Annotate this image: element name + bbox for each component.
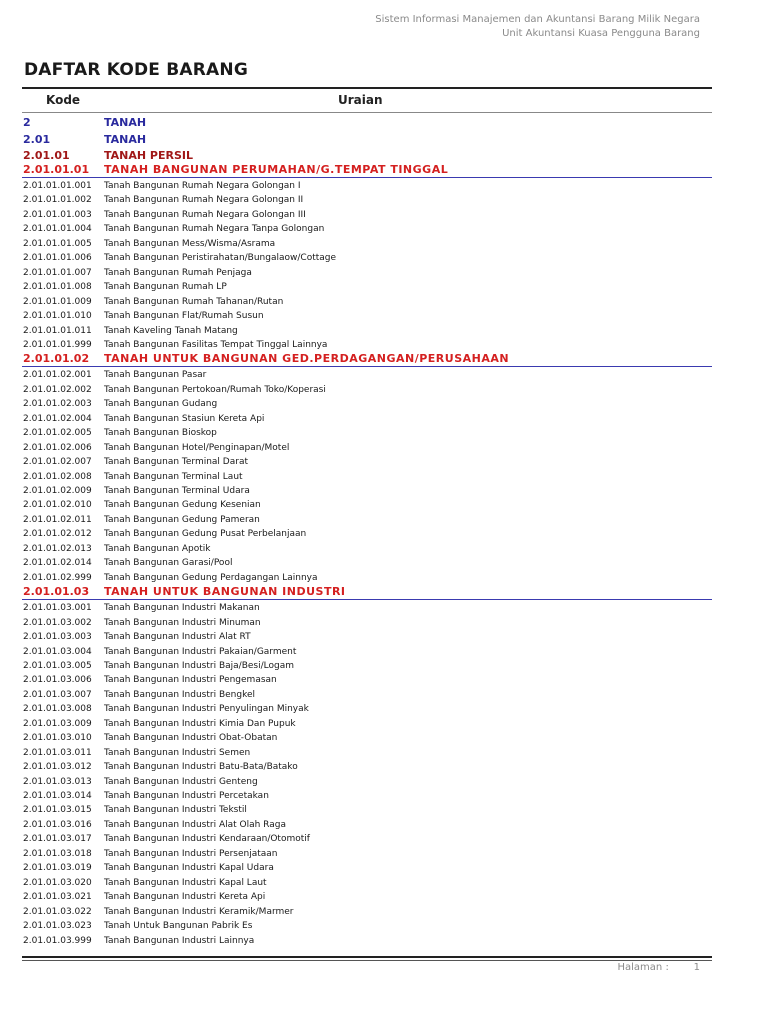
row-uraian: Tanah Bangunan Industri Obat-Obatan: [104, 733, 278, 744]
row-uraian: Tanah Bangunan Industri Baja/Besi/Logam: [104, 660, 294, 671]
row-kode: 2.01.01.01.007: [23, 267, 92, 278]
row-kode: 2.01.01.01.008: [23, 282, 92, 293]
header-rule: [22, 112, 712, 113]
table-row: [22, 673, 712, 687]
row-kode: 2.01.01.02.006: [23, 442, 92, 453]
row-uraian: Tanah Bangunan Flat/Rumah Susun: [104, 311, 264, 322]
table-row: [22, 222, 712, 236]
row-uraian: Tanah Bangunan Terminal Udara: [104, 486, 250, 496]
row-kode: 2.01.01.03.002: [23, 617, 92, 628]
row-kode: 2.01.01.03.003: [23, 632, 92, 643]
table-row: [22, 905, 712, 919]
table-row: [22, 919, 712, 933]
row-uraian: Tanah Bangunan Industri Keramik/Marmer: [104, 906, 294, 917]
row-uraian: Tanah Bangunan Industri Kapal Udara: [104, 863, 274, 874]
table-row: [22, 702, 712, 716]
table-row: [22, 803, 712, 817]
top-rule: [22, 87, 712, 89]
row-kode: 2.01.01.03.015: [23, 805, 92, 816]
page-number: 1: [693, 962, 700, 973]
row-uraian: Tanah Bangunan Industri Pakaian/Garment: [104, 646, 297, 657]
table-row: [22, 179, 712, 193]
table-row: [22, 601, 712, 615]
table-row: [22, 455, 712, 469]
row-kode: 2.01.01.03.019: [23, 863, 92, 874]
row-kode: 2.01.01.02.009: [23, 486, 92, 496]
row-kode: 2.01.01.01.999: [23, 339, 92, 350]
table-row: [22, 645, 712, 659]
row-uraian: Tanah Bangunan Rumah LP: [104, 282, 227, 293]
row-uraian: TANAH PERSIL: [104, 149, 193, 162]
row-uraian: Tanah Bangunan Industri Batu-Bata/Batako: [104, 762, 298, 773]
table-row: [22, 484, 712, 498]
table-row: [22, 498, 712, 512]
table-row: [22, 746, 712, 760]
table-row: [22, 934, 712, 948]
row-kode: 2.01.01.03.021: [23, 892, 92, 903]
row-kode: 2.01.01.03.016: [23, 819, 92, 830]
table-row: [22, 324, 712, 338]
row-kode: 2.01.01.03.005: [23, 660, 92, 671]
row-kode: 2.01.01.01.005: [23, 238, 92, 249]
row-kode: 2.01: [23, 133, 51, 146]
row-kode: 2.01.01.01.010: [23, 311, 92, 322]
row-kode: 2.01.01.03.004: [23, 646, 92, 657]
row-uraian: Tanah Bangunan Stasiun Kereta Api: [104, 413, 265, 424]
table-row: [22, 338, 712, 352]
table-row: [22, 193, 712, 207]
row-kode: 2.01.01.03.012: [23, 762, 92, 773]
row-uraian: Tanah Bangunan Gedung Pameran: [104, 514, 260, 525]
row-kode: 2.01.01.03.001: [23, 603, 92, 614]
row-kode: 2.01.01.01.006: [23, 253, 92, 264]
row-kode: 2.01.01.02.008: [23, 471, 92, 482]
row-kode: 2.01.01.03.017: [23, 834, 92, 845]
row-kode: 2.01.01.02: [23, 352, 90, 366]
row-uraian: Tanah Bangunan Industri Pengemasan: [104, 675, 277, 686]
row-uraian: Tanah Bangunan Industri Kimia Dan Pupuk: [104, 718, 296, 729]
table-row: [22, 295, 712, 309]
table-row: [22, 237, 712, 251]
row-uraian: Tanah Bangunan Industri Alat Olah Raga: [104, 819, 286, 830]
table-row: [22, 818, 712, 832]
row-uraian: Tanah Kaveling Tanah Matang: [104, 325, 238, 336]
row-uraian: TANAH UNTUK BANGUNAN INDUSTRI: [104, 585, 346, 599]
row-kode: 2.01.01.02.999: [23, 572, 92, 583]
row-kode: 2.01.01.03.006: [23, 675, 92, 686]
row-kode: 2.01.01.01.011: [23, 325, 92, 336]
row-uraian: Tanah Bangunan Industri Semen: [104, 747, 251, 758]
row-kode: 2.01.01.03.014: [23, 791, 92, 801]
row-kode: 2.01.01.03.020: [23, 877, 92, 888]
row-uraian: Tanah Bangunan Mess/Wisma/Asrama: [104, 238, 276, 249]
table-row: [22, 208, 712, 222]
row-uraian: Tanah Bangunan Gedung Pusat Perbelanjaan: [104, 529, 307, 540]
row-uraian: Tanah Bangunan Apotik: [104, 543, 211, 554]
table-row: [22, 861, 712, 875]
row-kode: 2.01.01.03.018: [23, 848, 92, 859]
row-kode: 2.01.01.02.004: [23, 413, 92, 424]
row-uraian: Tanah Bangunan Rumah Negara Golongan III: [104, 209, 306, 220]
row-kode: 2.01.01.01.004: [23, 224, 92, 235]
row-uraian: Tanah Bangunan Hotel/Penginapan/Motel: [104, 442, 290, 453]
group-heading-row: [22, 149, 712, 163]
row-uraian: Tanah Bangunan Pasar: [104, 370, 207, 381]
table-row: [22, 368, 712, 382]
table-row: [22, 731, 712, 745]
table-row: [22, 556, 712, 570]
column-header-kode: Kode: [46, 93, 81, 107]
row-uraian: Tanah Bangunan Peristirahatan/Bungalaow/Cottage: [104, 253, 337, 264]
table-row: [22, 280, 712, 294]
row-uraian: Tanah Bangunan Industri Kapal Laut: [104, 877, 267, 888]
row-kode: 2.01.01.01.003: [23, 209, 92, 220]
row-uraian: Tanah Bangunan Gedung Perdagangan Lainnya: [104, 572, 318, 583]
row-uraian: TANAH: [104, 116, 147, 129]
page-title: DAFTAR KODE BARANG: [24, 60, 248, 80]
row-uraian: TANAH UNTUK BANGUNAN GED.PERDAGANGAN/PERUSAHAAN: [104, 352, 510, 366]
table-row: [22, 383, 712, 397]
row-uraian: TANAH BANGUNAN PERUMAHAN/G.TEMPAT TINGGAL: [104, 163, 449, 176]
row-uraian: Tanah Bangunan Industri Kereta Api: [104, 892, 266, 903]
row-uraian: Tanah Bangunan Industri Penyulingan Minyak: [104, 704, 309, 715]
row-kode: 2.01.01.03: [23, 585, 90, 599]
row-uraian: Tanah Bangunan Garasi/Pool: [104, 558, 233, 569]
table-row: [22, 309, 712, 323]
row-kode: 2.01.01.01.001: [23, 181, 92, 191]
row-uraian: Tanah Bangunan Industri Makanan: [104, 603, 260, 614]
row-uraian: Tanah Bangunan Terminal Laut: [104, 471, 243, 482]
table-row: [22, 717, 712, 731]
table-row: [22, 659, 712, 673]
table-row: [22, 441, 712, 455]
row-uraian: Tanah Bangunan Rumah Negara Golongan I: [104, 181, 301, 191]
group-heading-row: [22, 352, 712, 367]
row-uraian: Tanah Bangunan Industri Percetakan: [104, 791, 269, 801]
table-row: [22, 876, 712, 890]
column-header-uraian: Uraian: [338, 93, 383, 107]
page-label: Halaman :: [617, 962, 669, 973]
row-kode: 2.01.01.02.003: [23, 399, 92, 410]
table-row: [22, 847, 712, 861]
row-uraian: Tanah Bangunan Industri Kendaraan/Otomotif: [104, 834, 310, 845]
row-kode: 2.01.01.02.013: [23, 543, 92, 554]
row-kode: 2.01.01.01: [23, 163, 90, 176]
row-kode: 2.01.01.03.013: [23, 776, 92, 787]
row-kode: 2.01.01.03.023: [23, 921, 92, 932]
row-uraian: Tanah Bangunan Pertokoan/Rumah Toko/Koperasi: [104, 384, 326, 395]
row-uraian: Tanah Bangunan Fasilitas Tempat Tinggal Lainnya: [104, 339, 328, 350]
table-row: [22, 470, 712, 484]
row-uraian: Tanah Bangunan Industri Tekstil: [104, 805, 247, 816]
row-uraian: Tanah Untuk Bangunan Pabrik Es: [104, 921, 253, 932]
row-uraian: Tanah Bangunan Rumah Penjaga: [104, 267, 252, 278]
row-kode: 2: [23, 116, 31, 129]
table-row: [22, 542, 712, 556]
row-kode: 2.01.01.03.011: [23, 747, 92, 758]
table-row: [22, 688, 712, 702]
row-kode: 2.01.01.03.009: [23, 718, 92, 729]
table-row: [22, 412, 712, 426]
row-uraian: Tanah Bangunan Bioskop: [104, 428, 217, 439]
row-kode: 2.01.01.02.005: [23, 428, 92, 439]
table-row: [22, 397, 712, 411]
row-kode: 2.01.01.03.007: [23, 689, 92, 700]
table-row: [22, 775, 712, 789]
row-kode: 2.01.01.02.012: [23, 529, 92, 540]
bottom-rule-thin: [22, 960, 712, 961]
group-heading-row: [22, 115, 712, 131]
row-kode: 2.01.01.02.002: [23, 384, 92, 395]
row-uraian: Tanah Bangunan Industri Lainnya: [104, 935, 255, 946]
row-uraian: Tanah Bangunan Rumah Negara Golongan II: [104, 195, 304, 206]
row-uraian: Tanah Bangunan Industri Minuman: [104, 617, 261, 628]
row-kode: 2.01.01.02.011: [23, 514, 92, 525]
row-uraian: TANAH: [104, 133, 147, 146]
table-row: [22, 832, 712, 846]
row-kode: 2.01.01.01.002: [23, 195, 92, 206]
group-heading-row: [22, 585, 712, 600]
bottom-rule: [22, 956, 712, 958]
row-uraian: Tanah Bangunan Gedung Kesenian: [104, 500, 261, 511]
row-uraian: Tanah Bangunan Terminal Darat: [104, 457, 248, 468]
row-kode: 2.01.01.02.010: [23, 500, 92, 511]
row-kode: 2.01.01.02.001: [23, 370, 92, 381]
row-uraian: Tanah Bangunan Industri Genteng: [104, 776, 258, 787]
table-row: [22, 513, 712, 527]
table-row: [22, 789, 712, 803]
table-row: [22, 630, 712, 644]
table-row: [22, 760, 712, 774]
row-uraian: Tanah Bangunan Rumah Negara Tanpa Golongan: [104, 224, 325, 235]
row-uraian: Tanah Bangunan Industri Bengkel: [104, 689, 256, 700]
row-uraian: Tanah Bangunan Industri Persenjataan: [104, 848, 278, 859]
table-row: [22, 571, 712, 585]
row-kode: 2.01.01.03.999: [23, 935, 92, 946]
row-uraian: Tanah Bangunan Rumah Tahanan/Rutan: [104, 296, 284, 307]
row-uraian: Tanah Bangunan Industri Alat RT: [104, 632, 251, 643]
row-kode: 2.01.01.03.010: [23, 733, 92, 744]
row-kode: 2.01.01.03.008: [23, 704, 92, 715]
row-uraian: Tanah Bangunan Gudang: [104, 399, 218, 410]
table-row: [22, 616, 712, 630]
row-kode: 2.01.01.01.009: [23, 296, 92, 307]
table-row: [22, 251, 712, 265]
page-footer: [618, 962, 701, 973]
row-kode: 2.01.01.02.007: [23, 457, 92, 468]
table-row: [22, 426, 712, 440]
table-row: [22, 890, 712, 904]
row-kode: 2.01.01.02.014: [23, 558, 92, 569]
group-heading-row: [22, 132, 712, 148]
header-line-1: Sistem Informasi Manajemen dan Akuntansi Barang Milik Negara: [375, 14, 700, 25]
header-line-2: Unit Akuntansi Kuasa Pengguna Barang: [502, 28, 700, 39]
group-heading-row: [22, 163, 712, 178]
row-kode: 2.01.01.03.022: [23, 906, 92, 917]
table-row: [22, 527, 712, 541]
row-kode: 2.01.01: [23, 149, 70, 162]
table-row: [22, 266, 712, 280]
